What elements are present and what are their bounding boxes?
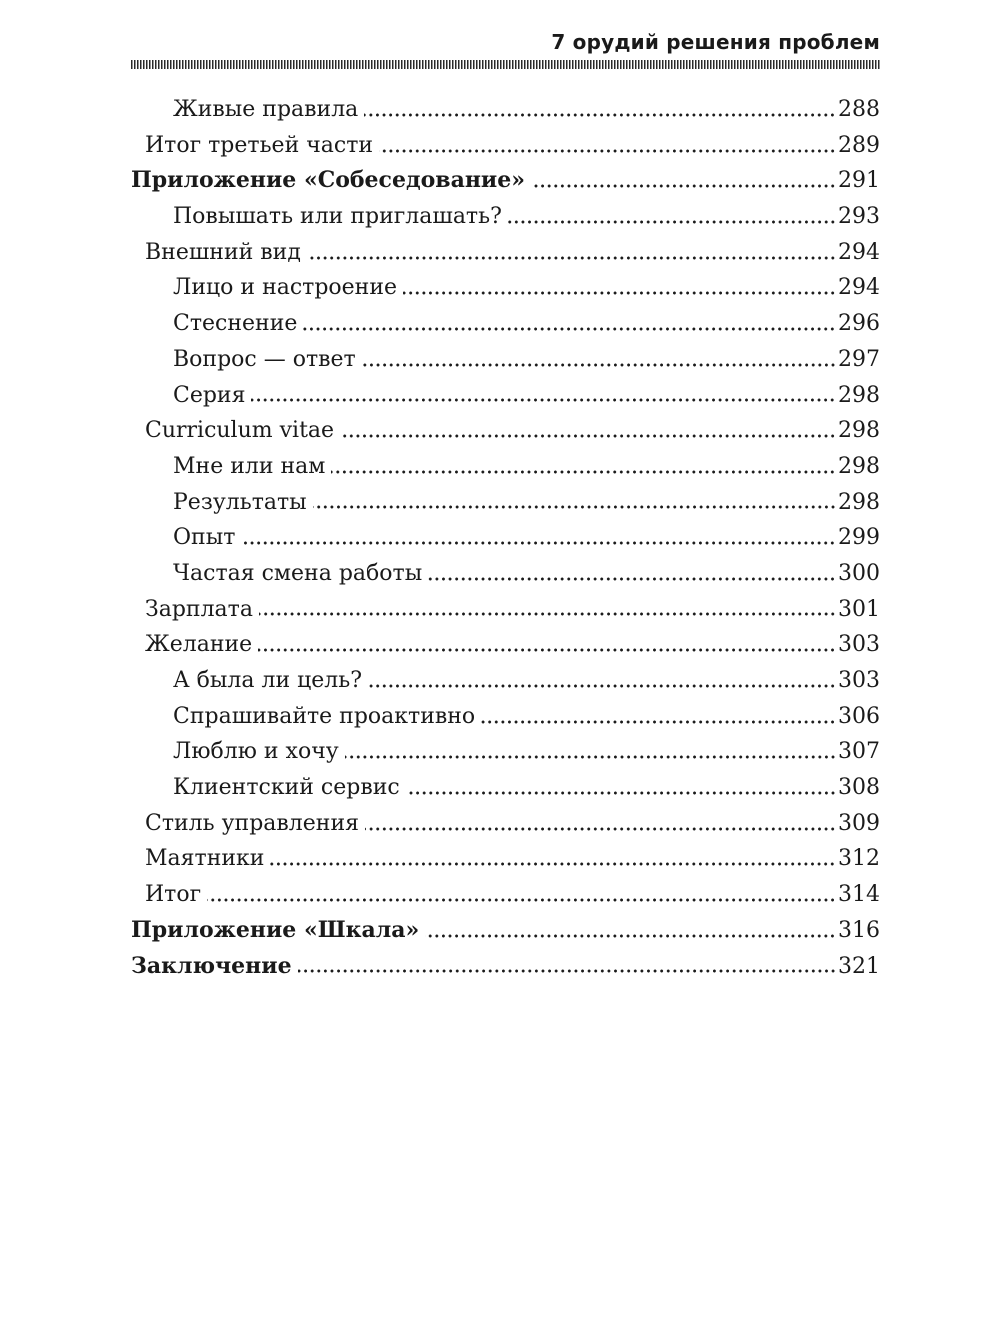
toc-page-number: 299 [838,525,880,551]
toc-page-number: 298 [838,382,880,408]
toc-entry-title: Повышать или приглашать? [173,204,502,230]
toc-entry-title: Люблю и хочу [173,739,339,765]
toc-entry-title: Маятники [145,846,265,872]
header-hatched-rule [131,60,880,69]
toc-page-number: 301 [838,596,880,622]
toc-dot-leader [365,827,836,831]
toc-dot-leader [403,291,836,295]
toc-entry [131,592,880,628]
toc-dot-leader [379,149,836,153]
toc-page-number: 291 [838,168,880,194]
toc-entry-title: Результаты [173,489,307,515]
toc-page-number: 307 [838,739,880,765]
toc-page-number: 300 [838,560,880,586]
running-header-title: 7 орудий решения проблем [551,30,880,54]
toc-page-number: 288 [838,97,880,122]
toc-entry [131,413,880,449]
toc-dot-leader [508,220,836,224]
toc-entry [131,485,880,521]
toc-dot-leader [428,577,836,581]
toc-entry [131,627,880,663]
toc-entry [131,128,880,164]
toc-entry [131,306,880,342]
toc-entry [131,92,880,128]
toc-entry-title: Зарплата [145,596,253,622]
toc-entry [131,770,880,806]
toc-page-number: 321 [838,953,880,979]
toc-entry [131,734,880,770]
toc-page-number: 308 [838,775,880,801]
toc-dot-leader [362,363,836,367]
toc-entry [131,199,880,235]
toc-entry-title: Приложение «Собеседование» [131,167,525,194]
toc-page-number: 298 [838,489,880,515]
toc-entry-title: Желание [145,632,253,658]
toc-dot-leader [345,755,836,759]
toc-entry [131,949,880,985]
toc-entry-title: Серия [173,382,246,408]
toc-entry-title: Живые правила [173,97,359,122]
toc-page-number: 289 [838,132,880,158]
toc-dot-leader [406,791,836,795]
toc-entry-title: Спрашивайте проактивно [173,703,476,729]
toc-entry [131,913,880,949]
toc-entry-title: Итог [145,882,202,908]
toc-dot-leader [531,184,836,188]
toc-dot-leader [368,684,836,688]
toc-dot-leader [340,434,836,438]
toc-entry [131,163,880,199]
toc-entry [131,342,880,378]
toc-entry [131,556,880,592]
toc-dot-leader [331,470,836,474]
toc-entry-title: Приложение «Шкала» [131,916,420,943]
toc-entry-title: Мне или нам [173,453,326,479]
toc-dot-leader [298,969,836,973]
toc-entry [131,235,880,271]
toc-dot-leader [259,612,836,616]
toc-page-number: 294 [838,275,880,301]
toc-page-number: 293 [838,204,880,230]
toc-page-number: 316 [838,917,880,943]
toc-entry [131,520,880,556]
toc-page-number: 314 [838,882,880,908]
toc-entry [131,877,880,913]
toc-entry-title: Стеснение [173,311,298,337]
toc-page-number: 303 [838,668,880,693]
toc-page-number: 298 [838,418,880,444]
toc-dot-leader [481,720,836,724]
toc-page-number: 297 [838,346,880,372]
toc-dot-leader [364,113,836,117]
toc-entry [131,378,880,414]
toc-dot-leader [307,256,836,260]
toc-page-number: 309 [838,810,880,836]
toc-entry-title: Внешний вид [145,239,301,265]
table-of-contents [131,92,880,984]
toc-entry [131,449,880,485]
toc-dot-leader [251,398,836,402]
toc-entry [131,841,880,877]
toc-dot-leader [270,862,836,866]
toc-page-number: 294 [838,239,880,265]
toc-entry [131,270,880,306]
toc-page-number: 312 [838,846,880,872]
toc-entry-title: Опыт [173,525,236,551]
toc-entry-title: Стиль управления [145,810,360,836]
toc-dot-leader [207,898,836,902]
toc-entry-title: А была ли цель? [173,668,363,693]
toc-entry-title: Клиентский сервис [173,775,400,801]
toc-entry [131,663,880,699]
toc-dot-leader [425,934,836,938]
toc-page-number: 303 [838,632,880,658]
toc-dot-leader [258,648,836,652]
toc-dot-leader [241,541,836,545]
toc-entry [131,699,880,735]
toc-page-number: 298 [838,453,880,479]
toc-page-number: 306 [838,703,880,729]
toc-entry [131,806,880,842]
toc-page-number: 296 [838,311,880,337]
toc-entry-title: Лицо и настроение [173,275,398,301]
toc-dot-leader [303,327,836,331]
toc-entry-title: Curriculum vitae [145,418,335,444]
toc-dot-leader [313,505,836,509]
toc-entry-title: Частая смена работы [173,560,423,586]
toc-entry-title: Вопрос — ответ [173,346,356,372]
toc-entry-title: Итог третьей части [145,132,374,158]
toc-entry-title: Заключение [131,952,292,979]
